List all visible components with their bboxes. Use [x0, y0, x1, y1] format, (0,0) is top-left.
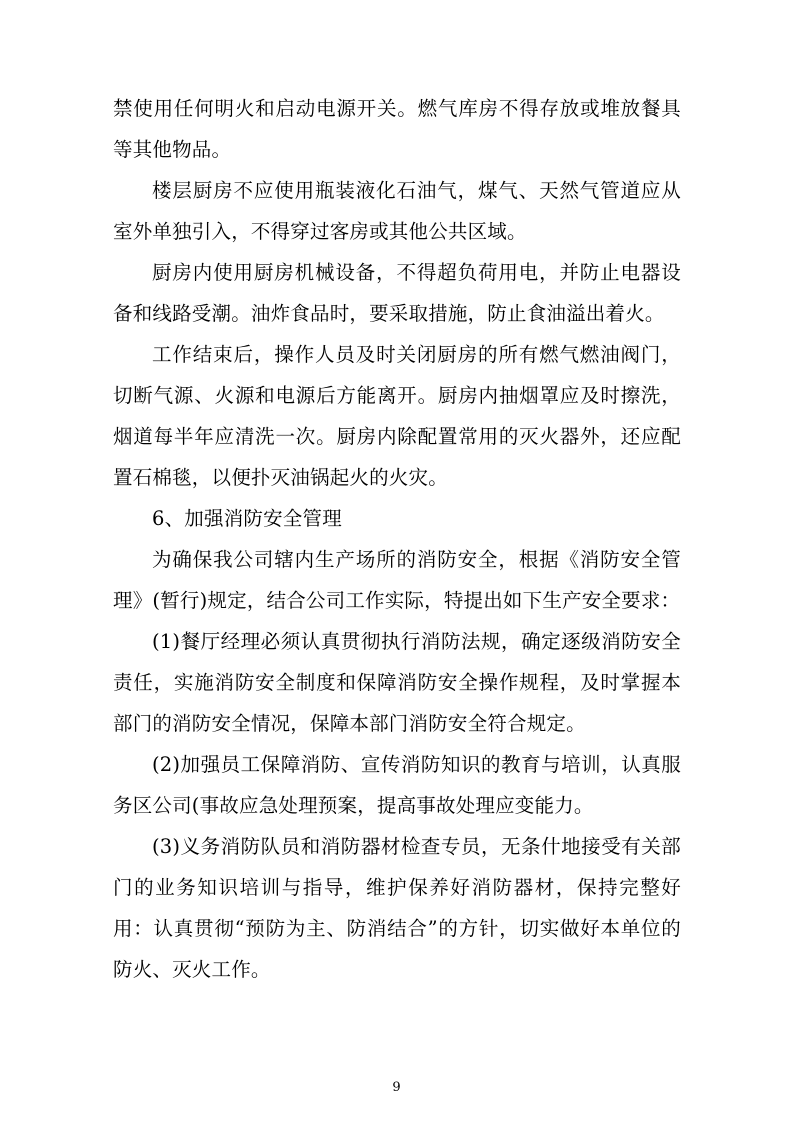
paragraph: (1)餐厅经理必须认真贯彻执行消防法规，确定逐级消防安全责任，实施消防安全制度和保障消防安全操作规程，及时掌握本部门的消防安全情况，保障本部门消防安全符合规定。	[113, 630, 681, 735]
document-body	[113, 88, 681, 990]
paragraph: 厨房内使用厨房机械设备，不得超负荷用电，并防止电器设备和线路受潮。油炸食品时，要采取措施，防止食油溢出着火。	[113, 261, 681, 325]
paragraph: (2)加强员工保障消防、宣传消防知识的教育与培训，认真服务区公司(事故应急处理预案，提高事故处理应变能力。	[113, 753, 681, 817]
paragraph: 楼层厨房不应使用瓶装液化石油气，煤气、天然气管道应从室外单独引入，不得穿过客房或其他公共区域。	[113, 179, 681, 243]
paragraph: 为确保我公司辖内生产场所的消防安全，根据《消防安全管理》(暂行)规定，结合公司工作实际，特提出如下生产安全要求：	[113, 548, 681, 612]
paragraph: (3)义务消防队员和消防器材检查专员，无条什地接受有关部门的业务知识培训与指导，维护保养好消防器材，保持完整好用：认真贯彻“预防为主、防消结合”的方针，切实做好本单位的防火、灭火工作。	[113, 835, 681, 981]
page-number: 9	[392, 1080, 401, 1095]
paragraph: 工作结束后，操作人员及时关闭厨房的所有燃气燃油阀门，切断气源、火源和电源后方能离开。厨房内抽烟罩应及时擦洗，烟道每半年应清洗一次。厨房内除配置常用的灭火器外，还应配置石棉毯，以便扑灭油锅起火的火灾。	[113, 343, 681, 489]
section-heading: 6、加强消防安全管理	[152, 507, 342, 530]
paragraph: 禁使用任何明火和启动电源开关。燃气库房不得存放或堆放餐具等其他物品。	[113, 97, 681, 161]
